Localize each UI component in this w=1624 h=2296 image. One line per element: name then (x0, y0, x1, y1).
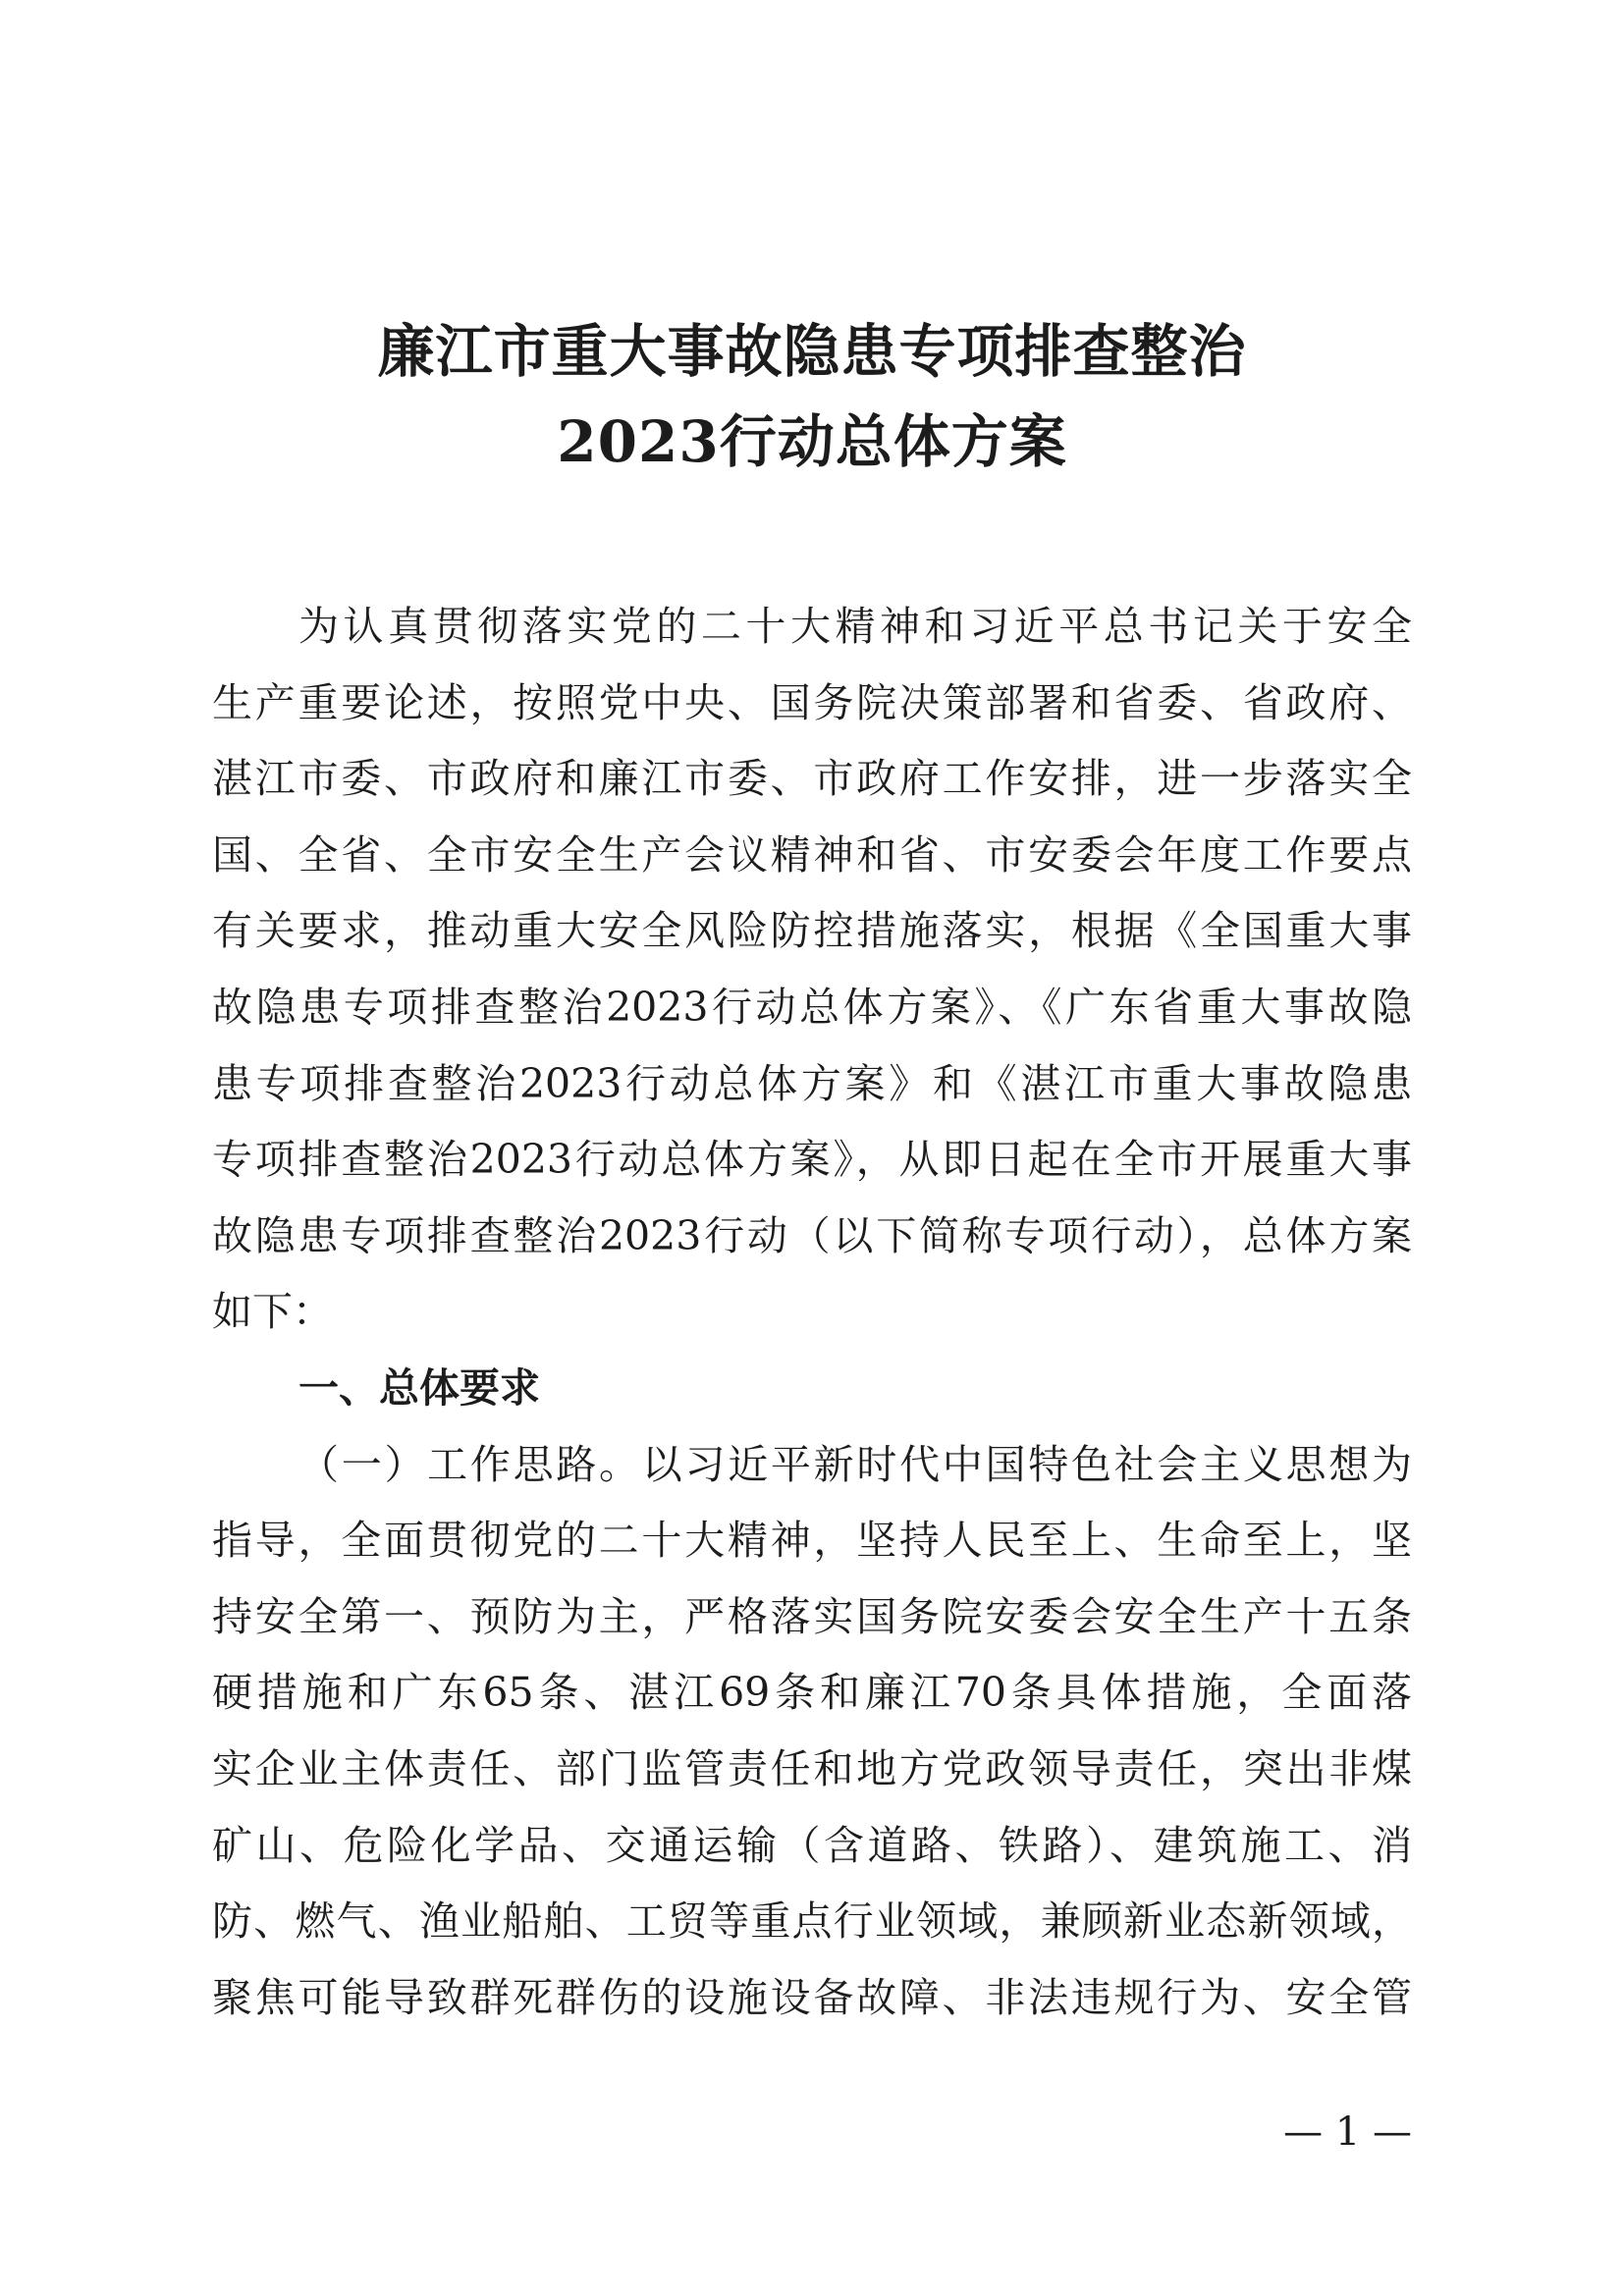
page-number: — 1 — (1283, 2109, 1412, 2155)
paragraph-intro (212, 589, 1412, 1351)
body-line: 生产重要论述，按照党中央、国务院决策部署和省委、省政府、 (212, 678, 1412, 726)
document-body (212, 589, 1412, 2036)
body-line: 指导，全面贯彻党的二十大精神，坚持人民至上、生命至上，坚 (212, 1517, 1412, 1565)
body-line: 专项排查整治2023行动总体方案》，从即日起在全市开展重大事 (212, 1136, 1412, 1184)
body-line: 有关要求，推动重大安全风险防控措施落实，根据《全国重大事 (212, 907, 1412, 955)
body-line: 故隐患专项排查整治2023行动总体方案》、《广东省重大事故隐 (212, 983, 1412, 1031)
body-line: 硬措施和广东65条、湛江69条和廉江70条具体措施，全面落 (212, 1669, 1412, 1717)
body-line: 湛江市委、市政府和廉江市委、市政府工作安排，进一步落实全 (212, 755, 1412, 803)
section-heading: 一、总体要求 (298, 1363, 540, 1412)
body-line: 矿山、危险化学品、交通运输（含道路、铁路）、建筑施工、消 (212, 1821, 1412, 1869)
paragraph-work-approach (212, 1427, 1412, 2037)
body-line: 患专项排查整治2023行动总体方案》和《湛江市重大事故隐患 (212, 1059, 1412, 1107)
body-line: 如下： (212, 1288, 333, 1336)
title-line-2: 2023行动总体方案 (557, 408, 1067, 475)
body-line: 故隐患专项排查整治2023行动（以下简称专项行动），总体方案 (212, 1211, 1412, 1259)
body-line: 为认真贯彻落实党的二十大精神和习近平总书记关于安全 (298, 603, 1412, 650)
body-line: 聚焦可能导致群死群伤的设施设备故障、非法违规行为、安全管 (212, 1973, 1412, 2021)
body-line: 防、燃气、渔业船舶、工贸等重点行业领域，兼顾新业态新领域， (212, 1897, 1412, 1946)
body-line: 持安全第一、预防为主，严格落实国务院安委会安全生产十五条 (212, 1592, 1412, 1640)
title-line-1: 廉江市重大事故隐患专项排查整治 (377, 318, 1247, 385)
body-line: 实企业主体责任、部门监管责任和地方党政领导责任，突出非煤 (212, 1744, 1412, 1792)
body-line: 国、全省、全市安全生产会议精神和省、市安委会年度工作要点 (212, 830, 1412, 879)
body-line: （一）工作思路。以习近平新时代中国特色社会主义思想为 (298, 1440, 1412, 1488)
document-title (0, 306, 1624, 487)
